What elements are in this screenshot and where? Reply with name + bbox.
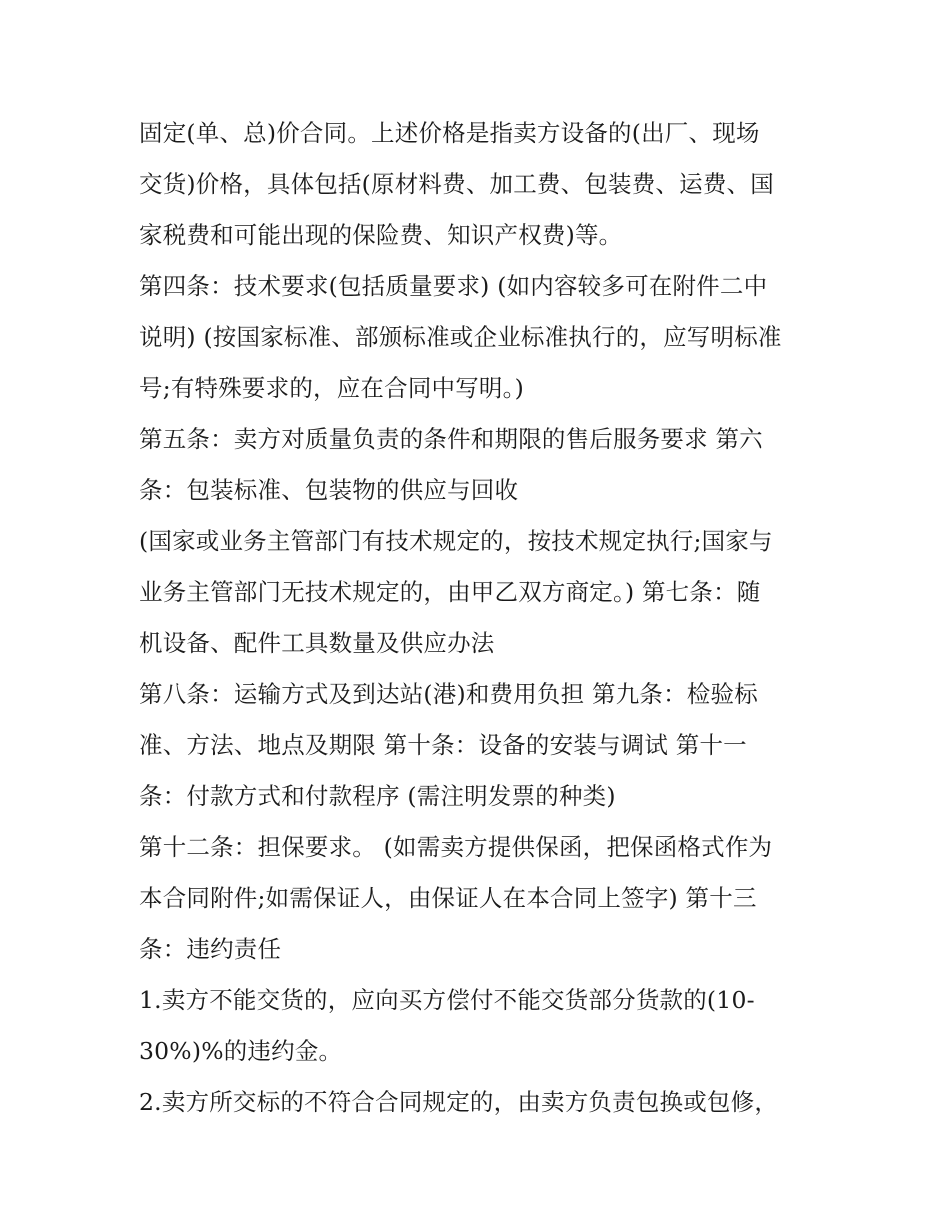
text-line: 第五条：卖方对质量负责的条件和期限的售后服务要求 第六 bbox=[139, 425, 763, 453]
text-line: 第八条：运输方式及到达站(港)和费用负担 第九条：检验标 bbox=[139, 680, 758, 708]
text-line: 30%)%的违约金。 bbox=[139, 1037, 343, 1065]
text-line: 号;有特殊要求的，应在合同中写明。) bbox=[139, 374, 524, 402]
text-line: 1.卖方不能交货的，应向买方偿付不能交货部分货款的(10- bbox=[139, 986, 755, 1014]
text-line: 第四条：技术要求(包括质量要求) (如内容较多可在附件二中 bbox=[139, 272, 768, 300]
text-line: 交货)价格，具体包括(原材料费、加工费、包装费、运费、国 bbox=[139, 170, 774, 198]
text-line: 条：包装标准、包装物的供应与回收 bbox=[139, 476, 519, 504]
text-line: 固定(单、总)价合同。上述价格是指卖方设备的(出厂、现场 bbox=[139, 119, 760, 147]
text-line: 业务主管部门无技术规定的，由甲乙双方商定。) 第七条：随 bbox=[139, 578, 761, 606]
document-page bbox=[139, 108, 819, 1128]
text-line: 机设备、配件工具数量及供应办法 bbox=[139, 629, 495, 657]
text-line: 准、方法、地点及期限 第十条：设备的安装与调试 第十一 bbox=[139, 731, 747, 759]
text-line: 本合同附件;如需保证人，由保证人在本合同上签字) 第十三 bbox=[139, 884, 757, 912]
text-line: 2.卖方所交标的不符合合同规定的，由卖方负责包换或包修， bbox=[139, 1088, 779, 1116]
text-line: (国家或业务主管部门有技术规定的，按技术规定执行;国家与 bbox=[139, 527, 773, 555]
text-line: 第十二条：担保要求。 (如需卖方提供保函，把保函格式作为 bbox=[139, 833, 773, 861]
text-line: 家税费和可能出现的保险费、知识产权费)等。 bbox=[139, 221, 623, 249]
text-line: 条：违约责任 bbox=[139, 935, 282, 963]
text-line: 条：付款方式和付款程序 (需注明发票的种类) bbox=[139, 782, 616, 810]
text-line: 说明) (按国家标准、部颁标准或企业标准执行的，应写明标准 bbox=[139, 323, 782, 351]
